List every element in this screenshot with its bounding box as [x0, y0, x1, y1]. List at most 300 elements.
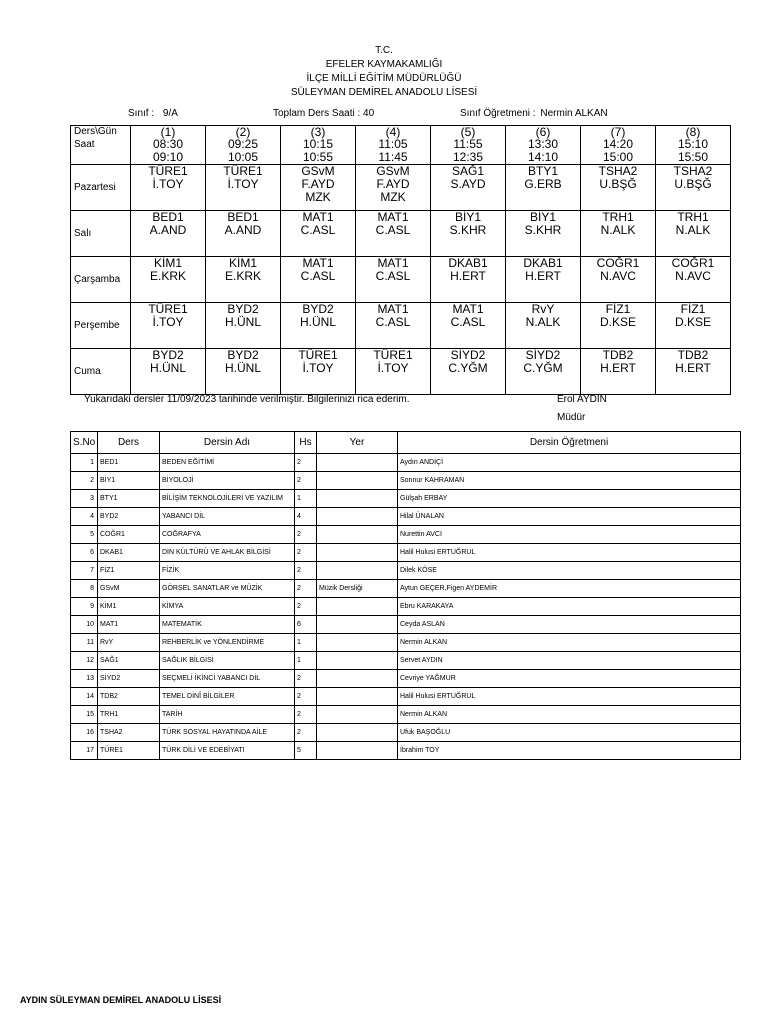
- course-name-cell: YABANCI DİL: [160, 508, 295, 526]
- course-teacher-cell: İbrahim TOY: [398, 742, 741, 760]
- course-name-cell: TÜRK DİLİ VE EDEBİYATI: [160, 742, 295, 760]
- lesson-teacher: İ.TOY: [377, 361, 409, 375]
- course-name-cell: FİZİK: [160, 562, 295, 580]
- lesson-code: TÜRE1: [148, 302, 188, 316]
- lesson-teacher: N.AVC: [675, 269, 711, 283]
- course-teacher-cell: Gülşah ERBAY: [398, 490, 741, 508]
- lesson-cell: [656, 349, 731, 395]
- lesson-teacher: F.AYD: [376, 177, 410, 191]
- lesson-cell: [431, 211, 506, 257]
- course-code-cell: DKAB1: [98, 544, 160, 562]
- course-name-cell: REHBERLİK ve YÖNLENDİRME: [160, 634, 295, 652]
- period-num: (6): [535, 125, 551, 139]
- period-header: [206, 126, 281, 165]
- lesson-extra: [656, 237, 730, 250]
- table-row: [71, 706, 741, 724]
- course-hours-cell: 2: [295, 706, 317, 724]
- lesson-extra: [131, 283, 205, 296]
- lesson-cell: [356, 303, 431, 349]
- lesson-teacher: C.ASL: [375, 223, 411, 237]
- course-name-cell: BİYOLOJİ: [160, 472, 295, 490]
- total-hours-label: Toplam Ders Saati :: [273, 108, 361, 119]
- course-code-cell: GSvM: [98, 580, 160, 598]
- lesson-teacher: N.AVC: [600, 269, 636, 283]
- lesson-teacher: H.ERT: [600, 361, 636, 375]
- lesson-teacher: C.YĞM: [448, 361, 488, 375]
- lesson-cell: [431, 165, 506, 211]
- lesson-cell: [656, 303, 731, 349]
- schedule-corner: [71, 126, 131, 165]
- lesson-teacher: İ.TOY: [152, 315, 184, 329]
- course-code-cell: COĞR1: [98, 526, 160, 544]
- course-place-cell: [317, 472, 398, 490]
- lesson-code: FİZ1: [605, 302, 631, 316]
- course-name-cell: BİLİŞİM TEKNOLOJİLERİ VE YAZILIM: [160, 490, 295, 508]
- course-hours-cell: 4: [295, 508, 317, 526]
- time-label: Saat: [74, 139, 95, 150]
- course-hours-cell: 2: [295, 472, 317, 490]
- course-hours-cell: 1: [295, 634, 317, 652]
- period-start: 11:55: [453, 137, 483, 151]
- lesson-cell: [506, 349, 581, 395]
- lesson-cell: [206, 303, 281, 349]
- lesson-extra: [206, 283, 280, 296]
- lesson-extra: [356, 237, 430, 250]
- lesson-code: SİYD2: [450, 348, 486, 362]
- course-teacher-cell: Halil Hulusi ERTUĞRUL: [398, 688, 741, 706]
- course-name-cell: DİN KÜLTÜRÜ VE AHLAK BİLGİSİ: [160, 544, 295, 562]
- period-header: [581, 126, 656, 165]
- course-hours-cell: 2: [295, 688, 317, 706]
- course-place-cell: [317, 652, 398, 670]
- lesson-cell: [431, 349, 506, 395]
- course-name-cell: COĞRAFYA: [160, 526, 295, 544]
- course-no-cell: 14: [71, 688, 98, 706]
- lesson-teacher: N.ALK: [675, 223, 711, 237]
- period-start: 08:30: [152, 137, 184, 151]
- schedule-day-row: [71, 349, 731, 395]
- lesson-teacher: N.ALK: [600, 223, 636, 237]
- header-line-directorate: İLÇE MİLLİ EĞİTİM MÜDÜRLÜĞÜ: [306, 73, 462, 84]
- course-code-cell: MAT1: [98, 616, 160, 634]
- lesson-extra: [206, 191, 280, 204]
- table-row: [71, 688, 741, 706]
- course-teacher-cell: Servet AYDIN: [398, 652, 741, 670]
- course-no-cell: 11: [71, 634, 98, 652]
- course-no-cell: 3: [71, 490, 98, 508]
- course-code-cell: FİZ1: [98, 562, 160, 580]
- lesson-code: GSvM: [301, 164, 335, 178]
- lesson-extra: [581, 191, 655, 204]
- lesson-extra: [581, 283, 655, 296]
- course-place-cell: [317, 706, 398, 724]
- lesson-code: TRH1: [677, 210, 709, 224]
- course-hours-cell: 2: [295, 454, 317, 472]
- lesson-teacher: İ.TOY: [152, 177, 184, 191]
- period-end: 12:35: [452, 150, 484, 164]
- course-list-column-header: Ders: [98, 432, 160, 454]
- period-header: [131, 126, 206, 165]
- course-no-cell: 10: [71, 616, 98, 634]
- course-code-cell: TSHA2: [98, 724, 160, 742]
- lesson-extra: [131, 191, 205, 204]
- table-row: [71, 670, 741, 688]
- lesson-cell: [131, 211, 206, 257]
- course-place-cell: [317, 670, 398, 688]
- lesson-extra: [131, 375, 205, 388]
- course-teacher-cell: Sonnur KAHRAMAN: [398, 472, 741, 490]
- course-place-cell: [317, 598, 398, 616]
- period-end: 10:05: [227, 150, 259, 164]
- lesson-cell: [281, 257, 356, 303]
- lesson-teacher: N.ALK: [525, 315, 561, 329]
- lesson-cell: [581, 303, 656, 349]
- lesson-code: RvY: [531, 302, 555, 316]
- lesson-code: SAĞ1: [451, 164, 484, 178]
- course-no-cell: 17: [71, 742, 98, 760]
- course-name-cell: GÖRSEL SANATLAR ve MÜZİK: [160, 580, 295, 598]
- lesson-code: TDB2: [602, 348, 634, 362]
- period-start: 13:30: [527, 137, 559, 151]
- lesson-code: BTY1: [527, 164, 558, 178]
- period-num: (8): [685, 125, 701, 139]
- course-teacher-cell: Nurettin AVCI: [398, 526, 741, 544]
- lesson-code: TSHA2: [673, 164, 713, 178]
- lesson-code: TÜRE1: [373, 348, 413, 362]
- total-hours-info: [273, 108, 374, 119]
- course-name-cell: TEMEL DİNÎ BİLGİLER: [160, 688, 295, 706]
- course-code-cell: BED1: [98, 454, 160, 472]
- lesson-cell: [356, 349, 431, 395]
- document-header: [0, 44, 768, 100]
- lesson-extra: [656, 283, 730, 296]
- course-hours-cell: 2: [295, 670, 317, 688]
- table-row: [71, 616, 741, 634]
- course-teacher-cell: Cevriye YAĞMUR: [398, 670, 741, 688]
- lesson-code: KİM1: [153, 256, 182, 270]
- total-hours-value: 40: [363, 108, 375, 119]
- lesson-teacher: S.AYD: [450, 177, 486, 191]
- period-num: (2): [235, 125, 251, 139]
- lesson-cell: [356, 165, 431, 211]
- lesson-teacher: U.BŞĞ: [599, 177, 637, 191]
- lesson-extra: [131, 237, 205, 250]
- lesson-cell: [656, 165, 731, 211]
- course-teacher-cell: Ebru KARAKAYA: [398, 598, 741, 616]
- course-code-cell: TDB2: [98, 688, 160, 706]
- lesson-code: TRH1: [602, 210, 634, 224]
- course-teacher-cell: Aytun GEÇER,Figen AYDEMİR: [398, 580, 741, 598]
- lesson-cell: [131, 165, 206, 211]
- course-code-cell: BİY1: [98, 472, 160, 490]
- course-code-cell: RvY: [98, 634, 160, 652]
- lesson-extra: [356, 375, 430, 388]
- lesson-extra: [431, 329, 505, 342]
- course-hours-cell: 6: [295, 616, 317, 634]
- course-teacher-cell: Ceyda ASLAN: [398, 616, 741, 634]
- period-header: [506, 126, 581, 165]
- period-end: 10:55: [302, 150, 334, 164]
- table-row: [71, 544, 741, 562]
- course-code-cell: TÜRE1: [98, 742, 160, 760]
- lesson-teacher: G.ERB: [524, 177, 562, 191]
- lesson-teacher: D.KSE: [674, 315, 711, 329]
- course-no-cell: 6: [71, 544, 98, 562]
- class-label: Sınıf :: [128, 108, 155, 119]
- table-row: [71, 454, 741, 472]
- lesson-extra: [431, 283, 505, 296]
- lesson-code: BYD2: [302, 302, 334, 316]
- lesson-code: TÜRE1: [148, 164, 188, 178]
- lesson-teacher: S.KHR: [524, 223, 562, 237]
- lesson-code: MAT1: [452, 302, 484, 316]
- lesson-extra: [506, 237, 580, 250]
- course-place-cell: Müzik Dersliği: [317, 580, 398, 598]
- period-end: 15:00: [602, 150, 634, 164]
- schedule-note: Yukarıdaki dersler 11/09/2023 tarihinde verilmiştir. Bilgilerinizi rica ederim.: [84, 394, 410, 405]
- course-no-cell: 16: [71, 724, 98, 742]
- lesson-extra: [581, 329, 655, 342]
- lesson-code: BİY1: [454, 210, 481, 224]
- lesson-code: SİYD2: [525, 348, 561, 362]
- day-name: Salı: [71, 211, 131, 257]
- course-list-column-header: S.No: [71, 432, 98, 454]
- lesson-cell: [506, 211, 581, 257]
- lesson-teacher: C.ASL: [375, 269, 411, 283]
- course-list-column-header: Yer: [317, 432, 398, 454]
- class-teacher-label: Sınıf Öğretmeni :: [460, 108, 536, 119]
- lesson-extra: [131, 329, 205, 342]
- course-place-cell: [317, 526, 398, 544]
- period-start: 14:20: [602, 137, 634, 151]
- lesson-teacher: C.YĞM: [523, 361, 563, 375]
- lesson-cell: [281, 211, 356, 257]
- period-start: 10:15: [302, 137, 334, 151]
- lesson-code: FİZ1: [680, 302, 706, 316]
- course-list-column-header: Dersin Adı: [160, 432, 295, 454]
- lesson-cell: [431, 257, 506, 303]
- period-num: (7): [610, 125, 626, 139]
- principal-title: Müdür: [557, 412, 586, 423]
- lesson-extra: [206, 375, 280, 388]
- lesson-code: DKAB1: [448, 256, 488, 270]
- lesson-cell: [431, 303, 506, 349]
- lesson-cell: [581, 211, 656, 257]
- lesson-code: TSHA2: [598, 164, 638, 178]
- period-start: 09:25: [227, 137, 259, 151]
- lesson-teacher: İ.TOY: [302, 361, 334, 375]
- course-list-table: [70, 431, 741, 760]
- lesson-extra: [206, 237, 280, 250]
- period-num: (1): [160, 125, 176, 139]
- course-no-cell: 5: [71, 526, 98, 544]
- lesson-teacher: H.ERT: [675, 361, 711, 375]
- lesson-cell: [356, 257, 431, 303]
- period-header: [356, 126, 431, 165]
- header-line-district: EFELER KAYMAKAMLIĞI: [325, 59, 443, 70]
- course-place-cell: [317, 544, 398, 562]
- period-start: 15:10: [677, 137, 709, 151]
- period-num: (3): [310, 125, 326, 139]
- lesson-teacher: H.ÜNL: [149, 361, 186, 375]
- table-row: [71, 724, 741, 742]
- lesson-cell: [656, 257, 731, 303]
- class-info: [128, 108, 178, 119]
- course-place-cell: [317, 562, 398, 580]
- lesson-teacher: H.ÜNL: [224, 361, 261, 375]
- lesson-cell: [506, 303, 581, 349]
- period-num: (5): [460, 125, 476, 139]
- lesson-extra: [281, 375, 355, 388]
- day-name: Çarşamba: [71, 257, 131, 303]
- lesson-teacher: F.AYD: [301, 177, 335, 191]
- lesson-extra: [506, 375, 580, 388]
- lesson-code: BYD2: [227, 302, 259, 316]
- table-row: [71, 526, 741, 544]
- table-row: [71, 598, 741, 616]
- lesson-extra: [656, 191, 730, 204]
- schedule-header-row: [71, 126, 731, 165]
- course-name-cell: MATEMATİK: [160, 616, 295, 634]
- course-no-cell: 2: [71, 472, 98, 490]
- period-end: 09:10: [152, 150, 184, 164]
- period-end: 14:10: [527, 150, 559, 164]
- course-name-cell: TARİH: [160, 706, 295, 724]
- course-place-cell: [317, 724, 398, 742]
- period-start: 11:05: [378, 137, 408, 151]
- weekly-schedule-table: [70, 125, 731, 395]
- course-hours-cell: 1: [295, 490, 317, 508]
- lesson-code: MAT1: [302, 256, 334, 270]
- course-no-cell: 8: [71, 580, 98, 598]
- lesson-teacher: A.AND: [224, 223, 262, 237]
- table-row: [71, 742, 741, 760]
- course-list-column-header: Dersin Öğretmeni: [398, 432, 741, 454]
- course-teacher-cell: Nermin ALKAN: [398, 634, 741, 652]
- table-row: [71, 508, 741, 526]
- period-end: 11:45: [378, 150, 408, 164]
- course-teacher-cell: Nermin ALKAN: [398, 706, 741, 724]
- lesson-code: BİY1: [529, 210, 556, 224]
- course-hours-cell: 2: [295, 598, 317, 616]
- lesson-cell: [506, 165, 581, 211]
- lesson-extra: [356, 283, 430, 296]
- course-list-column-header: Hs: [295, 432, 317, 454]
- lesson-teacher: H.ÜNL: [224, 315, 261, 329]
- lesson-cell: [506, 257, 581, 303]
- lesson-code: COĞR1: [596, 256, 640, 270]
- lesson-teacher: C.ASL: [375, 315, 411, 329]
- course-place-cell: [317, 454, 398, 472]
- course-place-cell: [317, 742, 398, 760]
- lesson-cell: [131, 349, 206, 395]
- lesson-code: TÜRE1: [298, 348, 338, 362]
- header-line-tc: T.C.: [375, 45, 393, 56]
- schedule-day-row: [71, 303, 731, 349]
- lesson-extra: [281, 237, 355, 250]
- course-place-cell: [317, 490, 398, 508]
- period-end: 15:50: [677, 150, 709, 164]
- course-place-cell: [317, 508, 398, 526]
- table-row: [71, 652, 741, 670]
- lesson-extra: [431, 191, 505, 204]
- course-teacher-cell: Aydın ANDİÇİ: [398, 454, 741, 472]
- class-teacher-value: Nermin ALKAN: [540, 108, 608, 119]
- header-line-school: SÜLEYMAN DEMİREL ANADOLU LİSESİ: [290, 87, 478, 98]
- lesson-teacher: İ.TOY: [227, 177, 259, 191]
- lesson-cell: [281, 165, 356, 211]
- lesson-cell: [131, 257, 206, 303]
- lesson-teacher: H.ERT: [525, 269, 561, 283]
- course-name-cell: TÜRK SOSYAL HAYATINDA AİLE: [160, 724, 295, 742]
- course-code-cell: KİM1: [98, 598, 160, 616]
- course-no-cell: 13: [71, 670, 98, 688]
- footer-school-name: AYDIN SÜLEYMAN DEMİREL ANADOLU LİSESİ: [20, 995, 222, 1005]
- course-name-cell: SAĞLIK BİLGİSİ: [160, 652, 295, 670]
- lesson-extra: [281, 283, 355, 296]
- lesson-cell: [131, 303, 206, 349]
- course-code-cell: BYD2: [98, 508, 160, 526]
- table-row: [71, 580, 741, 598]
- course-teacher-cell: Hilal ÜNALAN: [398, 508, 741, 526]
- lesson-code: COĞR1: [671, 256, 715, 270]
- course-place-cell: [317, 634, 398, 652]
- table-row: [71, 490, 741, 508]
- course-hours-cell: 2: [295, 526, 317, 544]
- course-no-cell: 9: [71, 598, 98, 616]
- course-code-cell: TRH1: [98, 706, 160, 724]
- course-name-cell: KİMYA: [160, 598, 295, 616]
- course-code-cell: SİYD2: [98, 670, 160, 688]
- lesson-extra: [356, 329, 430, 342]
- lesson-teacher: C.ASL: [300, 223, 336, 237]
- lesson-teacher: S.KHR: [449, 223, 487, 237]
- lesson-teacher: A.AND: [149, 223, 187, 237]
- lesson-extra: [506, 283, 580, 296]
- lesson-code: BYD2: [227, 348, 259, 362]
- course-place-cell: [317, 616, 398, 634]
- schedule-day-row: [71, 211, 731, 257]
- period-header: [656, 126, 731, 165]
- course-hours-cell: 1: [295, 652, 317, 670]
- class-value: 9/A: [162, 108, 178, 119]
- table-row: [71, 634, 741, 652]
- table-row: [71, 472, 741, 490]
- lesson-extra: [506, 329, 580, 342]
- lesson-extra: [581, 237, 655, 250]
- table-row: [71, 562, 741, 580]
- course-no-cell: 15: [71, 706, 98, 724]
- lesson-extra: [431, 237, 505, 250]
- lesson-code: MAT1: [377, 256, 409, 270]
- lesson-extra: [656, 329, 730, 342]
- lesson-extra: [656, 375, 730, 388]
- period-header: [281, 126, 356, 165]
- course-code-cell: BTY1: [98, 490, 160, 508]
- lesson-teacher: H.ÜNL: [299, 315, 336, 329]
- lesson-code: MAT1: [302, 210, 334, 224]
- course-hours-cell: 2: [295, 544, 317, 562]
- lesson-cell: [206, 211, 281, 257]
- principal-name: Erol AYDIN: [557, 394, 607, 405]
- corner-label: Ders\Gün: [74, 126, 117, 137]
- lesson-cell: [206, 349, 281, 395]
- course-code-cell: SAĞ1: [98, 652, 160, 670]
- lesson-code: DKAB1: [523, 256, 563, 270]
- course-no-cell: 1: [71, 454, 98, 472]
- lesson-code: BED1: [227, 210, 259, 224]
- course-name-cell: SEÇMELİ İKİNCİ YABANCI DİL: [160, 670, 295, 688]
